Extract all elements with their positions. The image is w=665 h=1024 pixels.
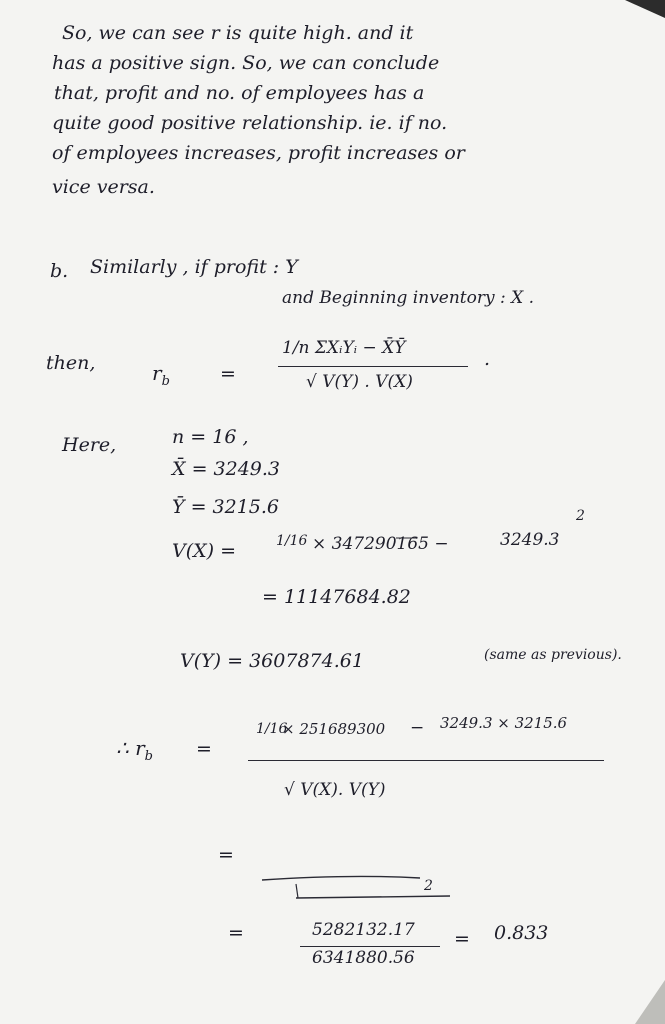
final-answer: 0.833 — [494, 922, 549, 944]
vy-note: (same as previous). — [484, 647, 622, 663]
therefore-rb: ∴ $r_b$ — [116, 736, 153, 764]
xbar-value: X̄ = 3249.3 — [172, 458, 281, 480]
vx-sum: × 347290165 − — [312, 534, 449, 554]
final-denominator: 6341880.56 — [312, 948, 415, 968]
similarly-line: Similarly , if profit : Y — [90, 256, 298, 278]
para-line-2: has a positive sign. So, we can conclude — [52, 52, 440, 74]
blank-equals: = — [218, 844, 234, 866]
vy-value: V(Y) = 3607874.61 — [180, 650, 364, 672]
rb-denominator: √ V(Y) . V(X) — [306, 372, 413, 392]
rb-equals: = — [220, 363, 236, 385]
vx-result: = 11147684.82 — [262, 586, 411, 608]
blank-square: 2 — [424, 878, 433, 894]
final-numerator: 5282132.17 — [312, 920, 415, 940]
blank-stroke-top — [262, 876, 420, 880]
num-minus: − — [410, 718, 425, 738]
vx-lhs: V(X) = — [172, 540, 237, 562]
para-line-1: So, we can see r is quite high. and it — [62, 22, 414, 44]
beginning-line: and Beginning inventory : X . — [282, 288, 535, 308]
vx-one-sixteenth: 1/16 — [276, 533, 308, 549]
ybar-value: Ȳ = 3215.6 — [172, 496, 280, 518]
rb-dot: . — [484, 348, 491, 370]
blank-stroke-bottom — [296, 896, 450, 898]
num-product: 3249.3 × 3215.6 — [440, 714, 568, 732]
blank-stroke-left — [296, 884, 298, 898]
num-sum-xy: × 251689300 — [282, 720, 386, 738]
rb2-equals: = — [196, 738, 212, 760]
here-label: Here, — [62, 434, 117, 456]
rb-symbol: $r_b$ — [152, 361, 170, 389]
num-one-sixteenth: 1/16 — [256, 721, 288, 737]
approx-equals: = — [454, 928, 470, 950]
vx-mean: 3249.3 — [500, 530, 560, 550]
para-line-3: that, profit and no. of employees has a — [54, 82, 425, 104]
rb-numerator: 1/n ΣXᵢYᵢ − X̄Ȳ — [282, 338, 406, 358]
vx-square: 2 — [576, 508, 585, 524]
part-b-label: b. — [50, 260, 69, 282]
final-equals: = — [228, 922, 244, 944]
para-line-6: vice versa. — [52, 176, 155, 198]
n-value: n = 16 , — [172, 426, 249, 448]
then-label: then, — [46, 352, 96, 374]
para-line-4: quite good positive relationship. ie. if no. — [52, 112, 448, 134]
rb2-denominator: √ V(X). V(Y) — [284, 780, 386, 800]
para-line-5: of employees increases, profit increases or — [52, 142, 465, 164]
